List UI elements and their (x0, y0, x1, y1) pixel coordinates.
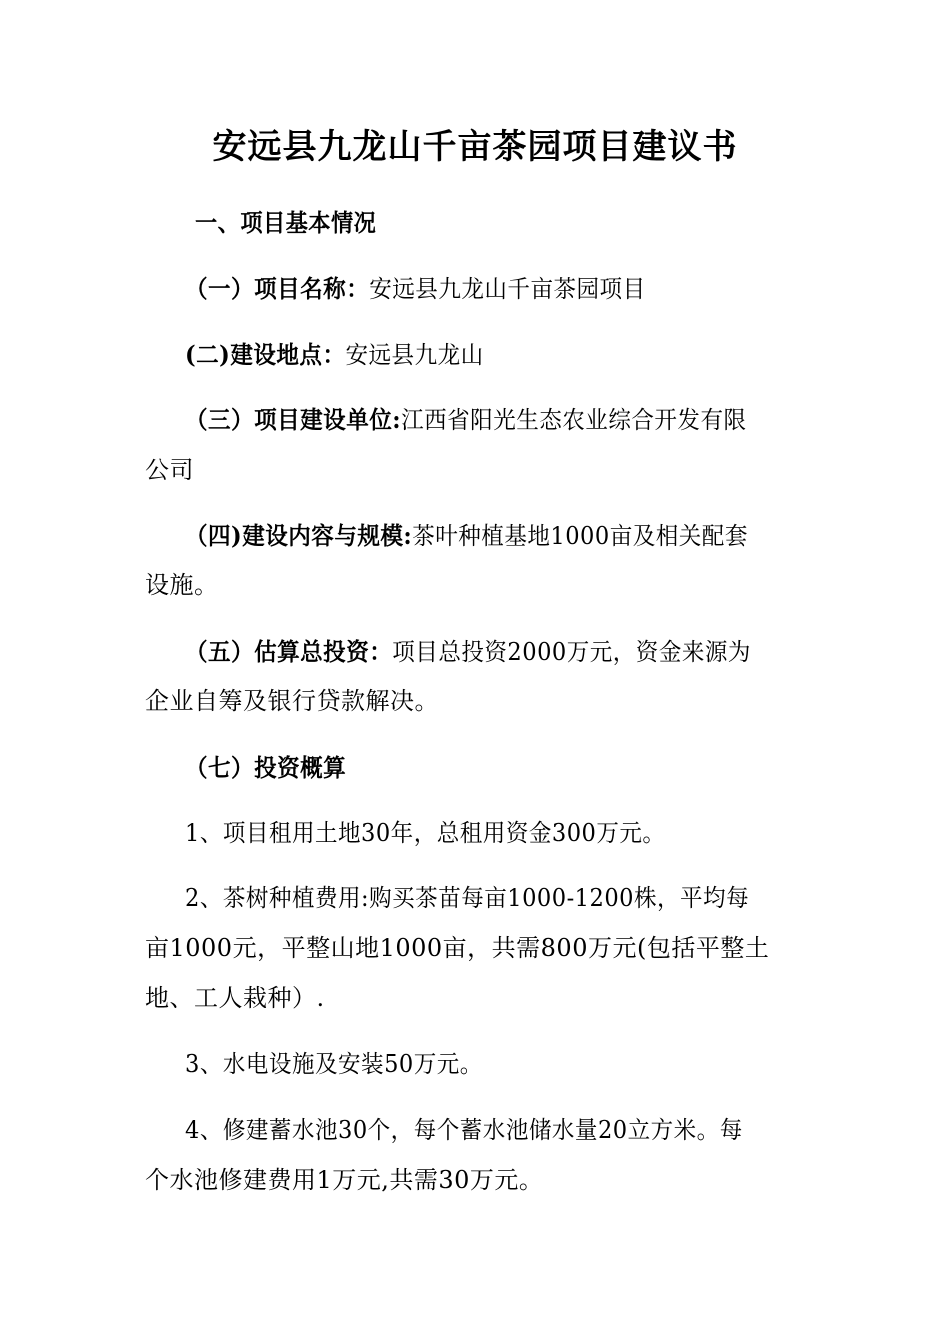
construction-unit-value: 江西省阳光生态农业综合开发有限 (401, 406, 747, 434)
construction-site-value: 安远县九龙山 (345, 341, 484, 369)
estimate-item-4: 4、修建蓄水池30个，每个蓄水池储水量20立方米。每 (185, 1116, 743, 1144)
project-name-label: （一）项目名称： (185, 274, 370, 303)
construction-scope-line (185, 521, 815, 550)
estimate-item-2-continuation-1: 亩1000元，平整山地1000亩，共需800万元(包括平整土 (145, 934, 770, 962)
estimate-item-2: 2、茶树种植费用:购买茶苗每亩1000-1200株，平均每 (185, 884, 750, 912)
estimate-item-2-continuation-2: 地、工人栽种）. (145, 984, 325, 1012)
project-name-line (185, 274, 815, 303)
total-investment-value: 项目总投资2000万元，资金来源为 (392, 638, 751, 666)
investment-estimate-heading: （七）投资概算 (185, 753, 347, 782)
section-heading-basic-info: 一、项目基本情况 (195, 208, 377, 237)
construction-scope-continuation: 设施。 (145, 571, 219, 599)
total-investment-line (185, 637, 815, 666)
project-name-value: 安远县九龙山千亩茶园项目 (369, 275, 646, 303)
construction-scope-label: （四)建设内容与规模: (185, 521, 413, 550)
construction-unit-line (185, 405, 815, 434)
total-investment-continuation: 企业自筹及银行贷款解决。 (145, 687, 439, 715)
estimate-item-4-continuation: 个水池修建费用1万元,共需30万元。 (145, 1166, 544, 1194)
construction-scope-value: 茶叶种植基地1000亩及相关配套 (412, 522, 748, 550)
estimate-item-1: 1、项目租用土地30年，总租用资金300万元。 (185, 819, 666, 847)
total-investment-label: （五）估算总投资： (185, 637, 393, 666)
construction-site-label: (二)建设地点： (185, 340, 346, 369)
construction-unit-label: （三）项目建设单位: (185, 405, 402, 434)
construction-site-line (185, 340, 815, 369)
estimate-item-3: 3、水电设施及安装50万元。 (185, 1050, 483, 1078)
document-title: 安远县九龙山千亩茶园项目建议书 (212, 127, 738, 167)
construction-unit-continuation: 公司 (145, 456, 194, 484)
